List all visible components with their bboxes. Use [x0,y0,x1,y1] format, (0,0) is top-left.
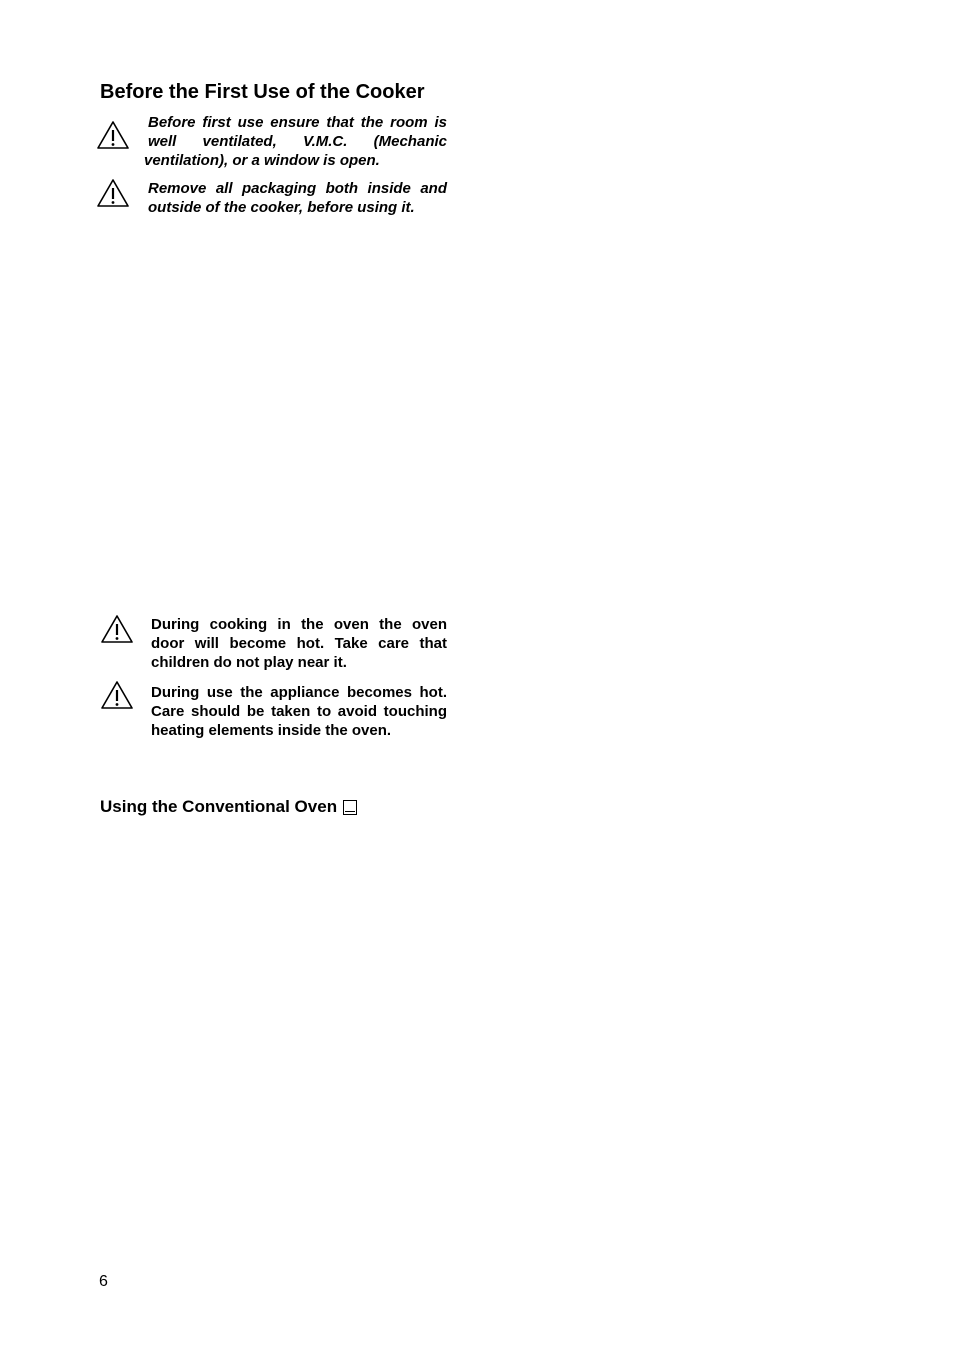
section-title-first-use: Before the First Use of the Cooker [100,81,425,103]
warning-oven-door-text: During cooking in the oven the oven door will become hot. Take care that children do not play near it. [151,616,447,671]
section-title-label: Using the Conventional Oven [100,797,338,816]
warning-ventilation-text: Before first use ensure that the room is well ventilated, V.M.C. (Mechanic ventilation), or a window is open. [144,114,447,169]
warning-triangle-icon [96,178,130,208]
warning-appliance-hot-text: During use the appliance becomes hot. Care should be taken to avoid touching heating elements inside the oven. [151,684,447,739]
warning-packaging-text: Remove all packaging both inside and outside of the cooker, before using it. [148,180,447,216]
conventional-oven-icon [343,800,357,815]
warning-triangle-icon [100,680,134,710]
warning-triangle-icon [100,614,134,644]
warning-triangle-icon [96,120,130,150]
page-number: 6 [99,1273,108,1290]
section-title-conventional-oven [100,796,357,818]
